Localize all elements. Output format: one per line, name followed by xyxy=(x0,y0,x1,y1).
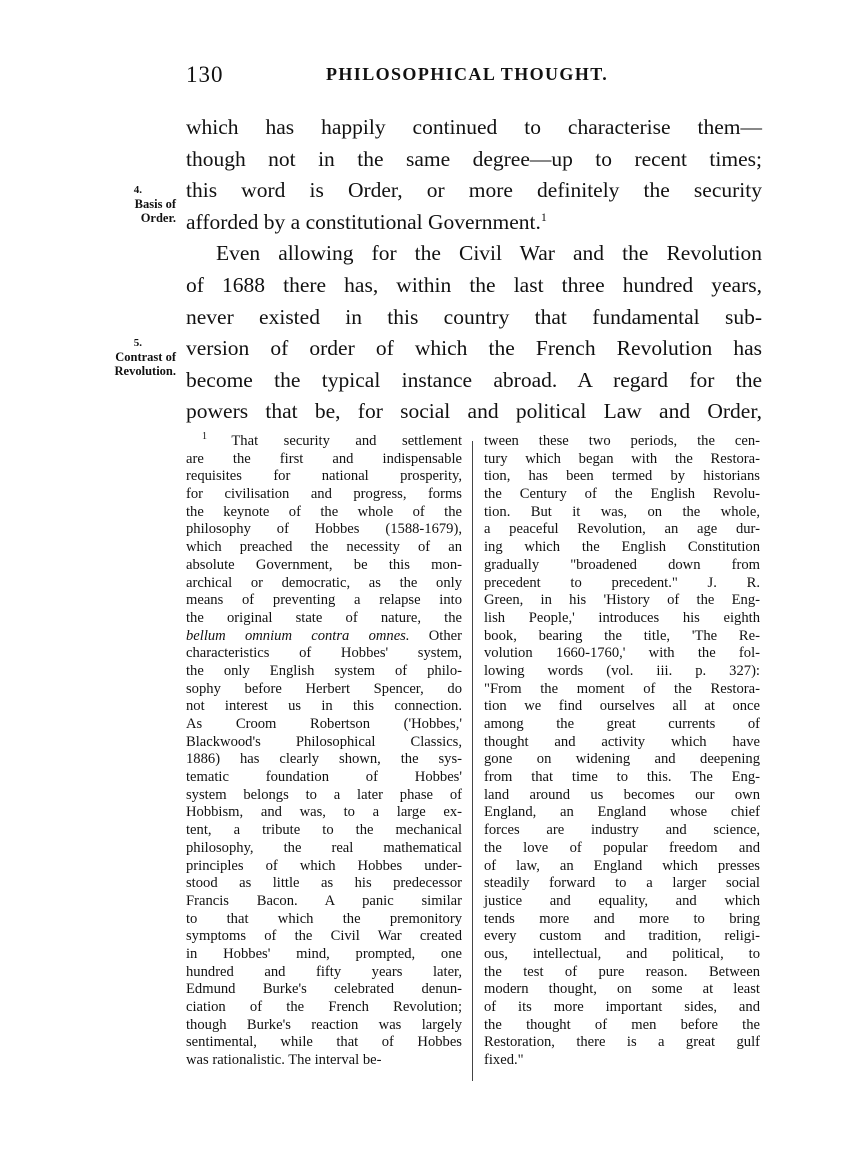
footnote-line: tion we find ourselves all at once xyxy=(484,698,760,715)
footnote-line: sentimental, while that of Hobbes xyxy=(186,1034,462,1051)
footnote-line: gone on widening and deepening xyxy=(484,751,760,768)
footnote-line: thought and activity which have xyxy=(484,733,760,750)
body-line: become the typical instance abroad. A regard for the xyxy=(186,367,762,392)
margin-note-number: 5. xyxy=(133,337,142,349)
footnote-line: the Century of the English Revolu- xyxy=(484,486,760,503)
footnote-line: Restoration, there is a great gulf xyxy=(484,1034,760,1051)
column-divider xyxy=(472,441,473,1081)
footnote-line: tury which began with the Restora- xyxy=(484,450,760,467)
footnote-line: book, bearing the title, 'The Re- xyxy=(484,627,760,644)
footnote-line: $^1$ That security and settlement xyxy=(202,431,462,449)
footnote-line: among the great currents of xyxy=(484,716,760,732)
body-line: Even allowing for the Civil War and the Revolution xyxy=(216,241,762,266)
footnote-line: Francis Bacon. A panic similar xyxy=(186,892,462,909)
footnote-line: stood as little as his predecessor xyxy=(186,875,462,892)
footnote-line: sophy before Herbert Spencer, do xyxy=(186,680,462,697)
footnote-line: the only English system of philo- xyxy=(186,662,462,679)
footnote-line: "From the moment of the Restora- xyxy=(484,680,760,697)
footnote-line: steadily forward to a larger social xyxy=(484,875,760,892)
margin-note-contrast-of-revolution xyxy=(60,336,176,378)
footnote-line: ciation of the French Revolution; xyxy=(186,999,462,1015)
footnote-line: the test of pure reason. Between xyxy=(484,963,760,980)
footnote-line: in Hobbes' mind, prompted, one xyxy=(186,945,462,962)
body-line-text: afforded by a constitutional Government. xyxy=(186,209,541,234)
footnote-line: means of preventing a relapse into xyxy=(186,592,462,609)
footnote-line: are the first and indispensable xyxy=(186,450,462,467)
footnote-line: of law, an England which presses xyxy=(484,857,760,874)
page-number: 130 xyxy=(186,62,224,87)
footnote-line: tween these two periods, the cen- xyxy=(484,433,760,449)
footnote-left-column xyxy=(186,433,462,1070)
latin-phrase: bellum omnium contra omnes. xyxy=(186,627,410,644)
footnote-line: principles of which Hobbes under- xyxy=(186,857,462,874)
margin-note-line: Order. xyxy=(140,211,176,225)
footnote-line: the thought of men before the xyxy=(484,1016,760,1033)
footnote-line: precedent to precedent." J. R. xyxy=(484,574,760,591)
footnote-line: to that which the premonitory xyxy=(186,910,462,927)
footnote-line: for civilisation and progress, forms xyxy=(186,486,462,503)
footnote-line: requisites for national prosperity, xyxy=(186,468,462,485)
footnote-line: of its more important sides, and xyxy=(484,999,760,1015)
body-line: version of order of which the French Revolution has xyxy=(186,336,762,361)
footnote-line: justice and equality, and which xyxy=(484,892,760,909)
footnote-line: fixed." xyxy=(484,1052,524,1069)
footnote-line: though Burke's reaction was largely xyxy=(186,1016,462,1033)
footnote-line: bellum omnium contra omnes. Other xyxy=(186,627,462,644)
margin-note-line: Basis of xyxy=(134,197,176,211)
footnote-line: was rationalistic. The interval be- xyxy=(186,1052,382,1069)
footnote-line: modern thought, on some at least xyxy=(484,981,760,998)
footnote-line: tion. But it was, on the whole, xyxy=(484,503,760,520)
footnote-line: forces are industry and science, xyxy=(484,822,760,839)
footnote-marker: 1 xyxy=(202,431,232,443)
footnote-line: Edmund Burke's celebrated denun- xyxy=(186,981,462,998)
footnote-line: characteristics of Hobbes' system, xyxy=(186,645,462,662)
footnote-reference[interactable]: 1 xyxy=(540,209,547,224)
footnote-line: land around us becomes our own xyxy=(484,786,760,803)
running-title: PHILOSOPHICAL THOUGHT. xyxy=(326,64,609,84)
footnote-line: Hobbism, and was, to a large ex- xyxy=(186,804,462,821)
footnote-line: which preached the necessity of an xyxy=(186,539,462,556)
footnote-line: the original state of nature, the xyxy=(186,609,462,626)
footnote-line: archical or democratic, as the only xyxy=(186,574,462,591)
footnote-line: tematic foundation of Hobbes' xyxy=(186,769,462,786)
footnote-right-column xyxy=(484,433,760,1070)
footnote-line: As Croom Robertson ('Hobbes,' xyxy=(186,716,462,732)
footnote-line: Blackwood's Philosophical Classics, xyxy=(186,733,462,750)
body-line: powers that be, for social and political Law and Order, xyxy=(186,399,762,424)
margin-note-line: Contrast of xyxy=(115,350,176,364)
footnote-line: system belongs to a later phase of xyxy=(186,786,462,803)
footnote-line: not interest us in this connection. xyxy=(186,698,462,715)
margin-note-number: 4. xyxy=(133,184,142,196)
footnote-line: philosophy, the real mathematical xyxy=(186,839,462,856)
body-line: this word is Order, or more definitely the security xyxy=(186,178,762,203)
footnote-line: gradually "broadened down from xyxy=(484,556,760,573)
footnote-line: philosophy of Hobbes (1588-1679), xyxy=(186,521,462,538)
footnote-line: tends more and more to bring xyxy=(484,910,760,927)
footnote-line: ous, intellectual, and political, to xyxy=(484,945,760,962)
body-line: never existed in this country that fundamental sub- xyxy=(186,304,762,329)
page-header xyxy=(186,62,766,90)
body-line xyxy=(186,207,762,239)
footnote-line: from that time to this. The Eng- xyxy=(484,769,760,786)
footnote-line: absolute Government, be this mon- xyxy=(186,556,462,573)
footnote-line: symptoms of the Civil War created xyxy=(186,928,462,945)
footnote-line: England, an England whose chief xyxy=(484,804,760,821)
footnote-line: a peaceful Revolution, an age dur- xyxy=(484,521,760,538)
body-line: though not in the same degree—up to recent times; xyxy=(186,146,762,171)
body-line: which has happily continued to characterise them— xyxy=(186,115,762,139)
main-text xyxy=(186,112,762,428)
margin-note-line: Revolution. xyxy=(114,364,176,378)
footnote-line: every custom and tradition, religi- xyxy=(484,928,760,945)
margin-note-basis-of-order xyxy=(60,183,176,225)
footnote-line: tent, a tribute to the mechanical xyxy=(186,822,462,839)
footnote-line: 1886) has clearly shown, the sys- xyxy=(186,751,462,768)
footnote-line: volution 1660-1760,' with the fol- xyxy=(484,645,760,662)
footnote-line: ing which the English Constitution xyxy=(484,539,760,556)
footnote-line: the keynote of the whole of the xyxy=(186,503,462,520)
footnote-line: lowing words (vol. iii. p. 327): xyxy=(484,662,760,679)
footnote-line: lish People,' introduces his eighth xyxy=(484,609,760,626)
footnote-line: hundred and fifty years later, xyxy=(186,963,462,980)
body-line: of 1688 there has, within the last three hundred years, xyxy=(186,272,762,297)
footnote-line: Green, in his 'History of the Eng- xyxy=(484,592,760,609)
footnote-line: tion, has been termed by historians xyxy=(484,468,760,485)
footnote-line: the love of popular freedom and xyxy=(484,839,760,856)
